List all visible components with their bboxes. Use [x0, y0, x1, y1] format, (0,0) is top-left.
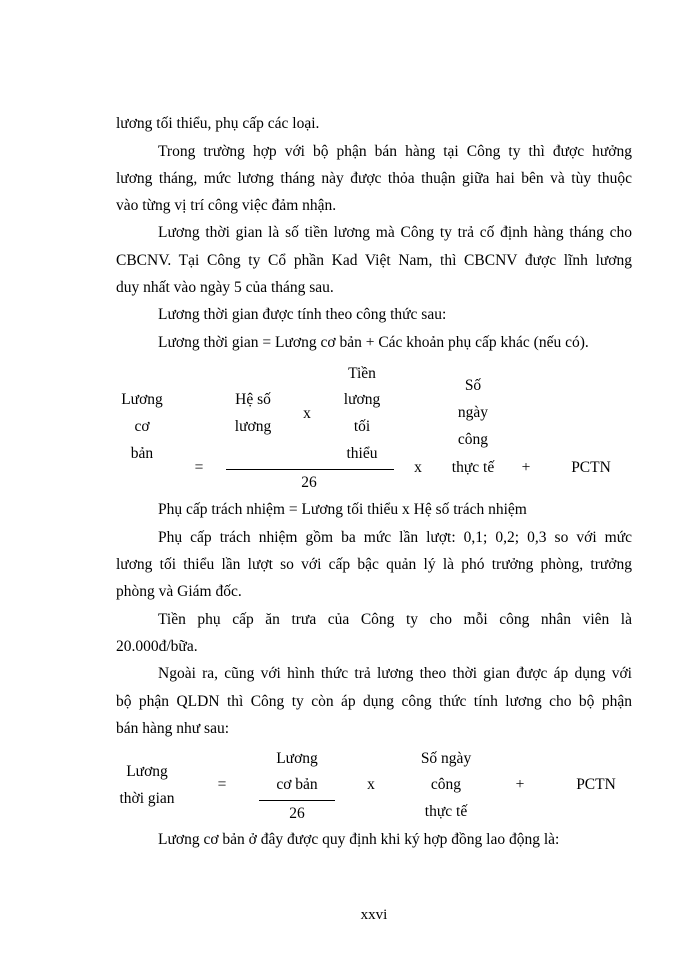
- paragraph-line: bán hàng như sau:: [116, 720, 230, 737]
- paragraph-line: Tiền phụ cấp ăn trưa của Công ty cho mỗi công nhân viên là: [158, 611, 632, 628]
- paragraph-line: Lương cơ bản ở đây được quy định khi ký hợp đồng lao động là:: [158, 831, 560, 848]
- allowance-term: PCTN: [576, 776, 616, 793]
- fraction-bar: [226, 469, 394, 470]
- paragraph-line: Lương thời gian được tính theo công thức sau:: [158, 306, 447, 323]
- workdays-label: công: [457, 431, 489, 448]
- page-number: xxvi: [360, 907, 388, 923]
- paragraph-line: Phụ cấp trách nhiệm = Lương tối thiểu x Hệ số trách nhiệm: [158, 501, 527, 518]
- multiply-sign: x: [414, 459, 422, 476]
- formula-lhs-line: thời gian: [119, 790, 175, 807]
- numerator: cơ bản: [276, 776, 318, 793]
- workdays-label: công: [430, 776, 462, 793]
- paragraph-line: Lương thời gian = Lương cơ bản + Các khoản phụ cấp khác (nếu có).: [158, 334, 589, 351]
- formula-lhs-line: bản: [130, 445, 154, 462]
- denominator: 26: [301, 474, 317, 491]
- workdays-label: Số ngày: [420, 750, 472, 767]
- multiply-sign: x: [367, 776, 375, 793]
- formula-lhs-line: Lương: [121, 391, 163, 408]
- paragraph-line: bộ phận QLDN thì Công ty còn áp dụng công thức tính lương cho bộ phận: [116, 693, 632, 710]
- paragraph-line: Trong trường hợp với bộ phận bán hàng tại Công ty thì được hưởng: [158, 143, 632, 160]
- multiply-sign: x: [303, 405, 311, 422]
- equals-sign: =: [217, 776, 227, 793]
- fraction-bar: [259, 800, 335, 801]
- denominator: 26: [289, 805, 305, 822]
- min-wage-label: lương: [343, 391, 381, 408]
- formula-lhs-line: Lương: [126, 763, 168, 780]
- min-wage-label: tối: [353, 418, 371, 435]
- paragraph-line: Ngoài ra, cũng với hình thức trả lương theo thời gian được áp dụng với: [158, 665, 632, 682]
- formula-lhs-line: cơ: [134, 418, 150, 435]
- paragraph-line: lương tối thiểu, phụ cấp các loại.: [116, 115, 320, 132]
- workdays-label: thực tế: [451, 459, 495, 476]
- allowance-term: PCTN: [571, 459, 611, 476]
- paragraph-line: lương tối thiểu lần lượt so với cấp bậc quản lý là phó trưởng phòng, trưởng: [116, 556, 632, 573]
- paragraph-line: 20.000đ/bữa.: [116, 638, 198, 655]
- paragraph-line: lương tháng, mức lương tháng này được thỏa thuận giữa hai bên và tùy thuộc: [116, 170, 632, 187]
- min-wage-label: Tiền: [348, 365, 376, 382]
- coefficient-label: Hệ số: [235, 391, 271, 408]
- plus-sign: +: [515, 776, 525, 793]
- paragraph-line: vào từng vị trí công việc đảm nhận.: [116, 197, 337, 214]
- workdays-label: ngày: [457, 404, 489, 421]
- numerator: Lương: [276, 750, 318, 767]
- paragraph-line: duy nhất vào ngày 5 của tháng sau.: [116, 279, 334, 296]
- paragraph-line: phòng và Giám đốc.: [116, 583, 242, 600]
- workdays-label: thực tế: [424, 803, 468, 820]
- paragraph-line: Lương thời gian là số tiền lương mà Công ty trả cố định hàng tháng cho: [158, 224, 632, 241]
- plus-sign: +: [521, 459, 531, 476]
- min-wage-label: thiểu: [346, 445, 378, 462]
- coefficient-label: lương: [234, 418, 272, 435]
- paragraph-line: CBCNV. Tại Công ty Cổ phần Kad Việt Nam, thì CBCNV được lĩnh lương: [116, 252, 632, 269]
- workdays-label: Số: [464, 377, 482, 394]
- paragraph-line: Phụ cấp trách nhiệm gồm ba mức lần lượt: 0,1; 0,2; 0,3 so với mức: [158, 529, 632, 546]
- equals-sign: =: [194, 459, 204, 476]
